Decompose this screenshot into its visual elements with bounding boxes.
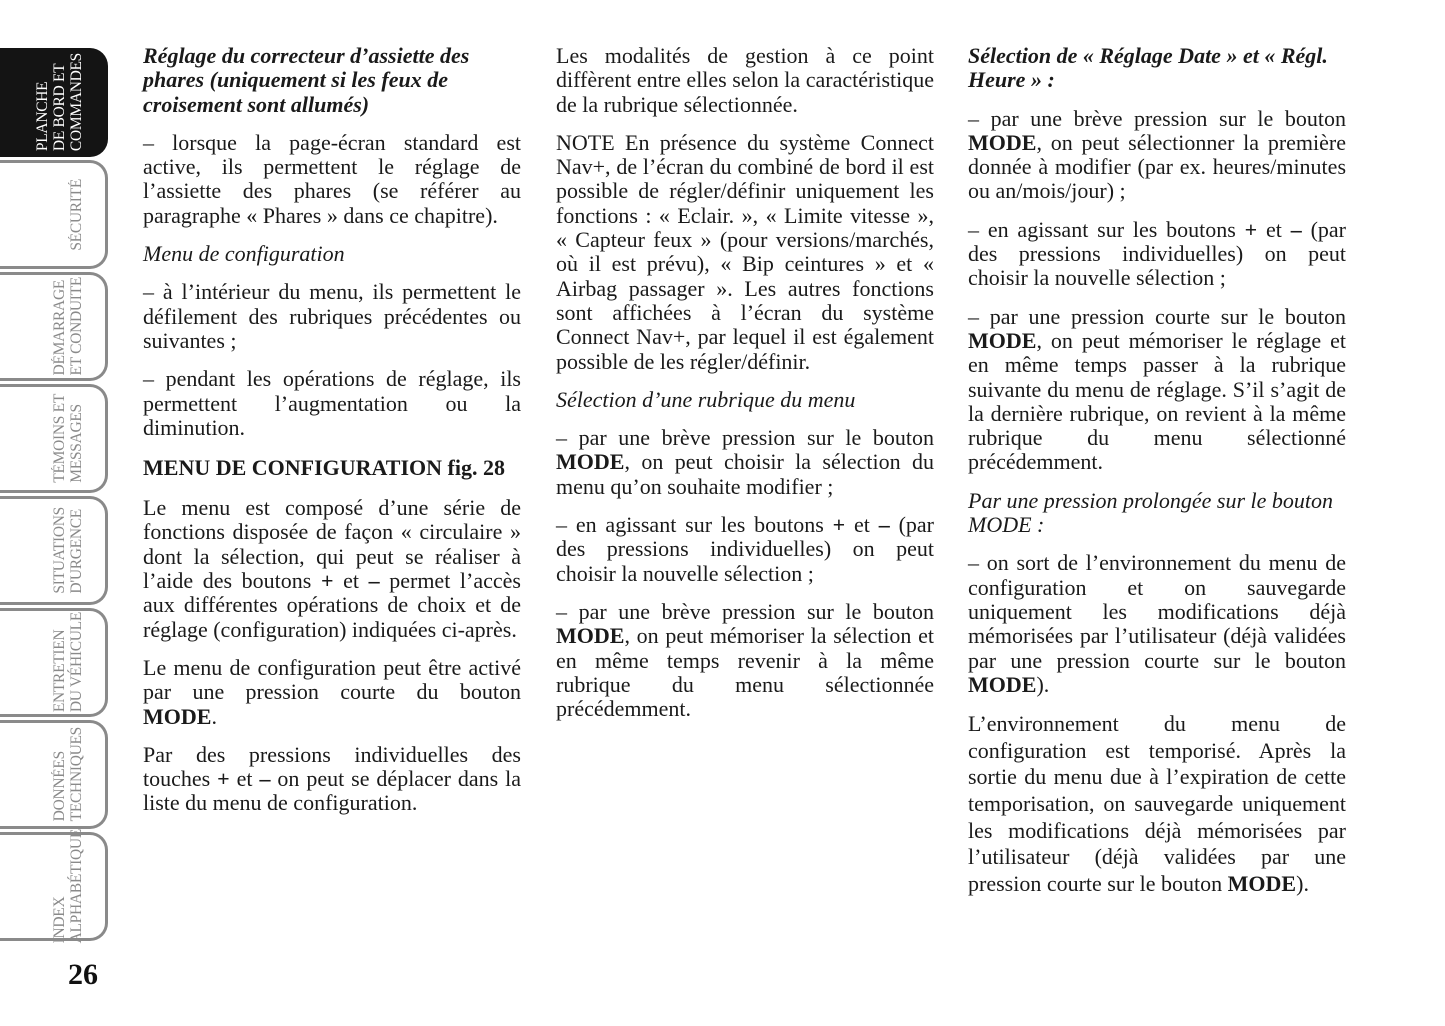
text-run: Le menu de configuration peut être activé par une pression courte du bouton xyxy=(143,654,521,705)
chapter-tab-label: DONNÉES TECHNIQUES xyxy=(51,727,85,822)
paragraph xyxy=(968,107,1346,204)
chapter-tab[interactable] xyxy=(0,272,108,381)
text-run: – pendant les opérations de réglage, ils permettent l’augmentation ou la diminution. xyxy=(143,366,521,440)
bold-text: + xyxy=(217,766,230,792)
text-run: Sélection de « Réglage Date » et « Régl. Heure » : xyxy=(968,43,1328,93)
heading xyxy=(143,242,521,266)
heading xyxy=(143,44,521,117)
text-run: – lorsque la page-écran standard est active, ils permettent le réglage de l’assiette des phares (se référer au paragraphe « Phares » dans ce chapitre). xyxy=(143,129,521,228)
chapter-tab-label: DÉMARRAGE ET CONDUITE xyxy=(51,277,85,376)
bold-text: – xyxy=(1290,216,1302,242)
text-run: Réglage du correcteur d’assiette des phares (uniquement si les feux de croisement sont allumés) xyxy=(143,43,470,117)
chapter-tab[interactable] xyxy=(0,496,108,605)
text-run: Par des pressions individuelles des touches xyxy=(143,741,521,792)
chapter-tab-label: ENTRETIEN DU VÉHICULE xyxy=(51,612,85,713)
text-run: et xyxy=(1257,216,1291,242)
page-number: 26 xyxy=(68,958,98,991)
chapter-tab-label: SÉCURITÉ xyxy=(68,178,85,251)
text-run: , on peut sélectionner la première donnée à modifier (par ex. heures/minutes ou an/mois/jour) ; xyxy=(968,129,1346,204)
bold-text: MODE xyxy=(968,671,1037,697)
text-run: – par une brève pression sur le bouton xyxy=(968,105,1346,131)
chapter-tabs xyxy=(0,48,110,944)
bold-text: – xyxy=(259,766,271,792)
heading xyxy=(556,388,934,412)
paragraph xyxy=(968,551,1346,697)
bold-text: – xyxy=(368,568,380,594)
bold-text: + xyxy=(320,568,334,594)
text-run: – en agissant sur les boutons xyxy=(968,216,1245,242)
text-run: – en agissant sur les boutons xyxy=(556,512,833,538)
text-run: ). xyxy=(1296,870,1309,896)
chapter-tab[interactable] xyxy=(0,48,108,157)
text-run: . xyxy=(211,703,217,729)
heading xyxy=(143,454,521,482)
chapter-tab-label: PLANCHE DE BORD ET COMMANDES xyxy=(34,53,85,152)
bold-text: + xyxy=(832,512,846,538)
paragraph xyxy=(968,305,1346,475)
bold-text: MODE xyxy=(556,449,625,475)
text-run: – par une brève pression sur le bouton xyxy=(556,598,934,624)
chapter-tab-label: INDEX ALPHABÉTIQUE xyxy=(51,829,85,944)
paragraph xyxy=(968,711,1346,897)
paragraph xyxy=(556,44,934,117)
paragraph xyxy=(968,218,1346,291)
bold-text: + xyxy=(1244,216,1258,242)
column-1 xyxy=(143,44,521,830)
paragraph xyxy=(556,426,934,499)
text-run: – à l’intérieur du menu, ils permettent le défilement des rubriques précédentes ou suivantes ; xyxy=(143,279,521,353)
text-run: Sélection d’une rubrique du menu xyxy=(556,386,856,412)
paragraph xyxy=(143,496,521,642)
paragraph xyxy=(143,656,521,729)
chapter-tab[interactable] xyxy=(0,160,108,269)
text-run: , on peut choisir la sélection du menu qu’on souhaite modifier ; xyxy=(556,449,934,499)
text-run: NOTE En présence du système Connect Nav+, de l’écran du combiné de bord il est possible de régler/définir uniquement les fonctions : « Eclair. », « Limite vitesse », « Capteur feux » (pour versions/marchés, où il est prévu), « Bip ceintures » et « Airbag passager ». Les autres fonctions sont affichées à l’écran du système Connect Nav+, par lequel il est également possible de les régler/définir. xyxy=(556,129,934,374)
bold-text: – xyxy=(878,512,890,538)
text-run: et xyxy=(229,766,260,792)
text-run: Menu de configuration xyxy=(143,241,345,267)
bold-text: MODE xyxy=(1227,870,1297,896)
paragraph xyxy=(143,280,521,353)
chapter-tab[interactable] xyxy=(0,384,108,493)
text-run: MENU DE CONFIGURATION fig. 28 xyxy=(143,455,505,481)
paragraph xyxy=(143,131,521,228)
column-2 xyxy=(556,44,934,735)
text-run: , on peut mémoriser la sélection et en même temps revenir à la même rubrique du menu sélectionnée précédemment. xyxy=(556,623,934,722)
text-run: , on peut mémoriser le réglage et en même temps passer à la rubrique suivante du menu de réglage. S’il s’agit de la dernière rubrique, on revient à la même rubrique du menu sélectionné précédemment. xyxy=(968,327,1346,475)
paragraph xyxy=(556,131,934,374)
text-run: et xyxy=(333,568,369,594)
text-run: et xyxy=(845,512,879,538)
heading xyxy=(968,44,1346,93)
paragraph xyxy=(143,367,521,440)
bold-text: MODE xyxy=(143,703,212,729)
bold-text: MODE xyxy=(556,623,625,649)
text-run: – on sort de l’environnement du menu de configuration et on sauvegarde uniquement les modifications déjà mémorisées par l’utilisateur (déjà validées par une pression courte sur le bouton xyxy=(968,550,1346,673)
paragraph xyxy=(556,600,934,721)
text-run: (par des pressions individuelles) on peut choisir la nouvelle sélection ; xyxy=(556,512,934,586)
text-run: – par une brève pression sur le bouton xyxy=(556,425,934,451)
heading xyxy=(968,489,1346,538)
paragraph xyxy=(143,743,521,816)
paragraph xyxy=(556,513,934,586)
chapter-tab[interactable] xyxy=(0,829,108,944)
text-run: – par une pression courte sur le bouton xyxy=(968,303,1346,329)
text-run: ). xyxy=(1036,671,1050,697)
bold-text: MODE xyxy=(968,327,1037,353)
text-run: Le menu est composé d’une série de fonctions disposée de façon « circulaire » dont la sélection, qui peut se réaliser à l’aide des boutons xyxy=(143,495,521,594)
text-run: permet l’accès aux différentes opérations de choix et de réglage (configuration) indiquées ci-après. xyxy=(143,568,521,642)
text-run: Les modalités de gestion à ce point diffèrent entre elles selon la caractéristique de la rubrique sélectionnée. xyxy=(556,43,934,117)
chapter-tab-label: TÉMOINS ET MESSAGES xyxy=(51,394,85,483)
chapter-tab-label: SITUATIONS D'URGENCE xyxy=(51,507,85,594)
chapter-tab[interactable] xyxy=(0,720,108,829)
bold-text: MODE xyxy=(968,129,1037,155)
text-run: (par des pressions individuelles) on peut choisir la nouvelle sélection ; xyxy=(968,216,1346,291)
chapter-tab[interactable] xyxy=(0,608,108,717)
text-run: L’environnement du menu de configuration est temporisé. Après la sortie du menu due à l’expiration de cette temporisation, on sauvegarde uniquement les modifications déjà mémorisées par l’utilisateur (déjà validées par une pression courte sur le bouton xyxy=(968,711,1346,896)
column-3 xyxy=(968,44,1346,911)
text-run: on peut se déplacer dans la liste du menu de configuration. xyxy=(143,766,522,816)
text-run: Par une pression prolongée sur le bouton MODE : xyxy=(968,487,1334,538)
